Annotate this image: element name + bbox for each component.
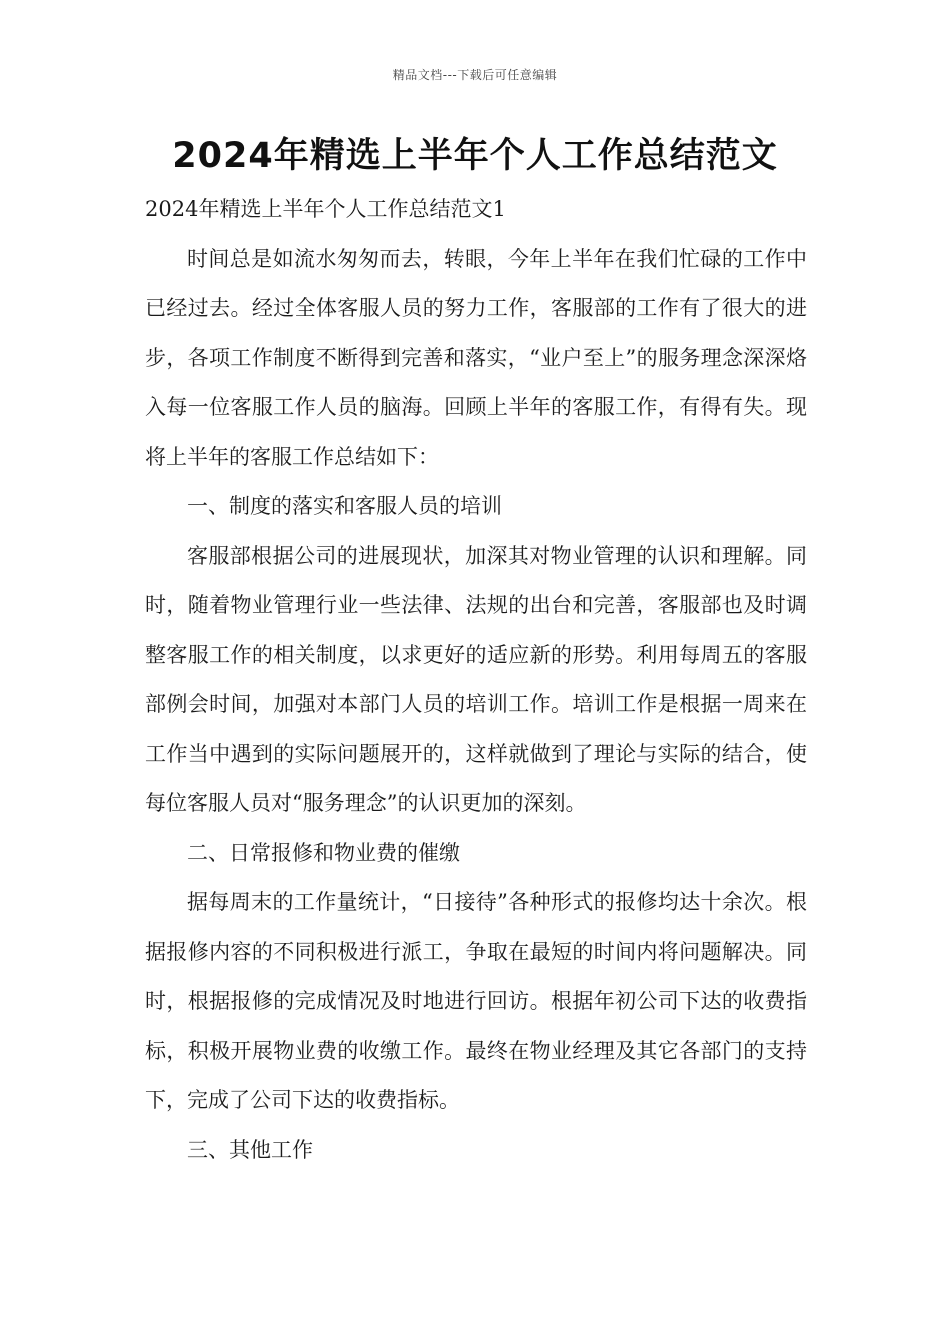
section-heading-2: 二、日常报修和物业费的催缴 (187, 840, 460, 865)
paragraph-repairs: 据每周末的工作量统计，“日接待”各种形式的报修均达十余次。根据报修内容的不同积极进行派工，争取在最短的时间内将问题解决。同时，根据报修的完成情况及时地进行回访。根据年初公司下达的收费指标，积极开展物业费的收缴工作。最终在物业经理及其它各部门的支持下，完成了公司下达的收费指标。 (145, 890, 807, 1112)
section-heading-3: 三、其他工作 (187, 1137, 313, 1162)
paragraph-training: 客服部根据公司的进展现状，加深其对物业管理的认识和理解。同时，随着物业管理行业一些法律、法规的出台和完善，客服部也及时调整客服工作的相关制度，以求更好的适应新的形势。利用每周五的客服部例会时间，加强对本部门人员的培训工作。培训工作是根据一周来在工作当中遇到的实际问题展开的，这样就做到了理论与实际的结合，使每位客服人员对“服务理念”的认识更加的深刻。 (145, 543, 807, 815)
document-body (145, 185, 807, 1175)
document-subtitle: 2024年精选上半年个人工作总结范文1 (145, 197, 506, 221)
header-note: 精品文档---下载后可任意编辑 (392, 68, 558, 82)
section-heading-1: 一、制度的落实和客服人员的培训 (187, 494, 502, 518)
paragraph-intro: 时间总是如流水匆匆而去，转眼，今年上半年在我们忙碌的工作中已经过去。经过全体客服人员的努力工作，客服部的工作有了很大的进步，各项工作制度不断得到完善和落实，“业户至上”的服务理念深深烙入每一位客服工作人员的脑海。回顾上半年的客服工作，有得有失。现将上半年的客服工作总结如下： (145, 246, 807, 469)
document-title: 2024年精选上半年个人工作总结范文 (172, 136, 778, 176)
